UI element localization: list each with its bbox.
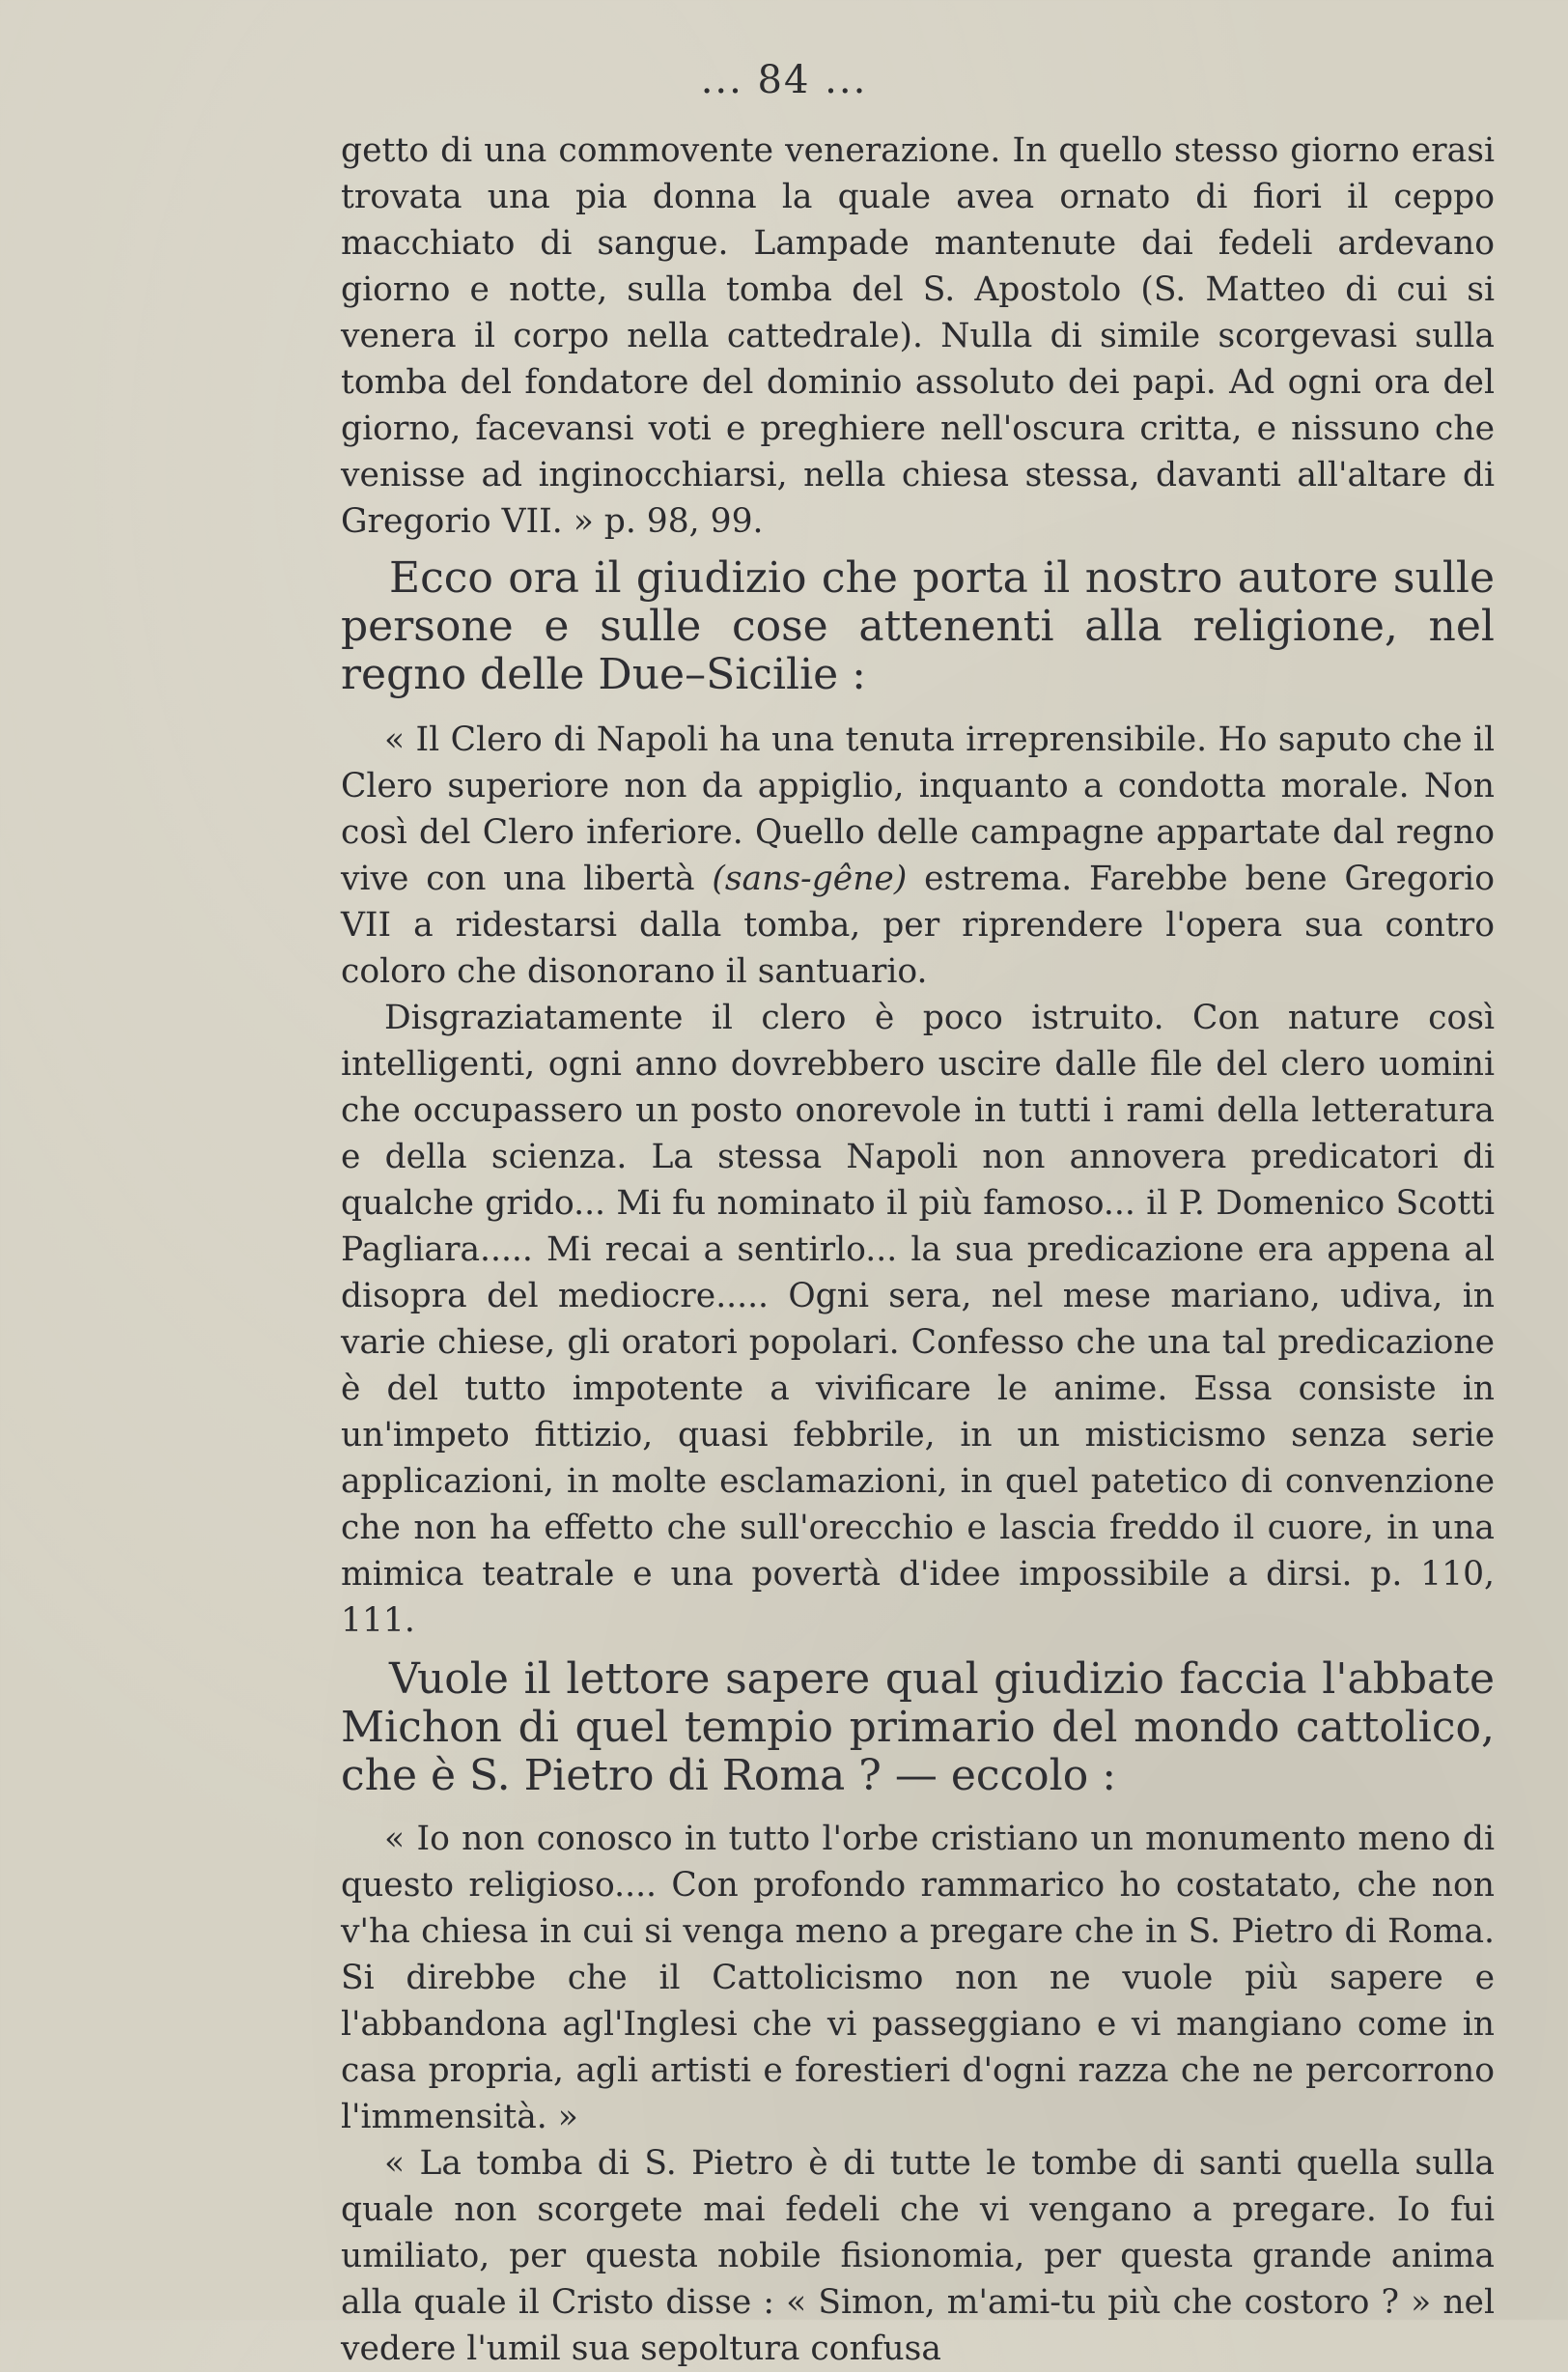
quote-san-pietro-tomba: « La tomba di S. Pietro è di tutte le tombe di santi quella sulla quale non scorgete mai fedeli che vi vengano a pregare. Io fui umiliato, per questa nobile fisionomia, per questa grande anima alla quale il Cristo disse : « Simon, m'ami-tu più che costoro ? » nel vedere l'umil sua sepoltura confusa <box>341 2144 1495 2368</box>
paragraph-continuation: getto di una commovente venerazione. In quello stesso giorno erasi trovata una pia donna la quale avea ornato di fiori il ceppo macchiato di sangue. Lampade mantenute dai fedeli ardevano giorno e notte, sulla tomba del S. Apostolo (S. Matteo di cui si venera il corpo nella cattedrale). Nulla di simile scorgevasi sulla tomba del fondatore del dominio assoluto dei papi. Ad ogni ora del giorno, facevansi voti e preghiere nell'oscura critta, e nissuno che venisse ad inginocchiarsi, nella chiesa stessa, davanti all'altare di Gregorio VII. » p. 98, 99. <box>341 131 1495 541</box>
quote-clero-napoli <box>341 717 1495 995</box>
page-body <box>341 127 1495 2372</box>
quote-san-pietro-monumento: « Io non conosco in tutto l'orbe cristiano un monumento meno di questo religioso.... Con profondo rammarico ho costatato, che non v'ha chiesa in cui si venga meno a pregare che in S. Pietro di Roma. Si direbbe che il Cattolicismo non ne vuole più sapere e l'abbandona agl'Inglesi che vi passeggiano e vi mangiano come in casa propria, agli artisti e forestieri d'ogni razza che ne percorrono l'immensità. » <box>341 1820 1495 2136</box>
quote-clero-istruzione: Disgraziatamente il clero è poco istruito. Con nature così intelligenti, ogni anno dovrebbero uscire dalle file del clero uomini che occupassero un posto onorevole in tutti i rami della letteratura e della scienza. La stessa Napoli non annovera predicatori di qualche grido... Mi fu nominato il più famoso... il P. Domenico Scotti Pagliara..... Mi recai a sentirlo... la sua predicazione era appena al disopra del mediocre..... Ogni sera, nel mese mariano, udiva, in varie chiese, gli oratori popolari. Confesso che una tal predicazione è del tutto impotente a vivificare le anime. Essa consiste in un'impeto fittizio, quasi febbrile, in un misticismo senza serie applicazioni, in molte esclamazioni, in quel patetico di convenzione che non ha effetto che sull'orecchio e lascia freddo il cuore, in una mimica teatrale e una povertà d'idee impossibile a dirsi. p. 110, 111. <box>341 999 1495 1640</box>
quote-clero-italic: (sans-gêne) <box>712 860 908 898</box>
paragraph-intro-san-pietro: Vuole il lettore sapere qual giudizio faccia l'abbate Michon di quel tempio primario del mondo cattolico, che è S. Pietro di Roma ? — eccolo : <box>341 1654 1495 1800</box>
quote-clero-text-end: estrema. Farebbe bene Gregorio VII a ridestarsi dalla tomba, per riprendere l'opera sua contro coloro che disonorano il santuario. <box>341 860 1495 991</box>
page-number: ... 84 ... <box>700 58 868 102</box>
quote-clero-text-start: « Il Clero di Napoli ha una tenuta irreprensibile. Ho saputo che il Clero superiore non da appiglio, inquanto a condotta morale. Non così del Clero inferiore. Quello delle campagne appartate dal regno vive con una libertà <box>341 720 1495 898</box>
paragraph-intro-clero: Ecco ora il giudizio che porta il nostro autore sulle persone e sulle cose attenenti alla religione, nel regno delle Due–Sicilie : <box>341 553 1495 699</box>
